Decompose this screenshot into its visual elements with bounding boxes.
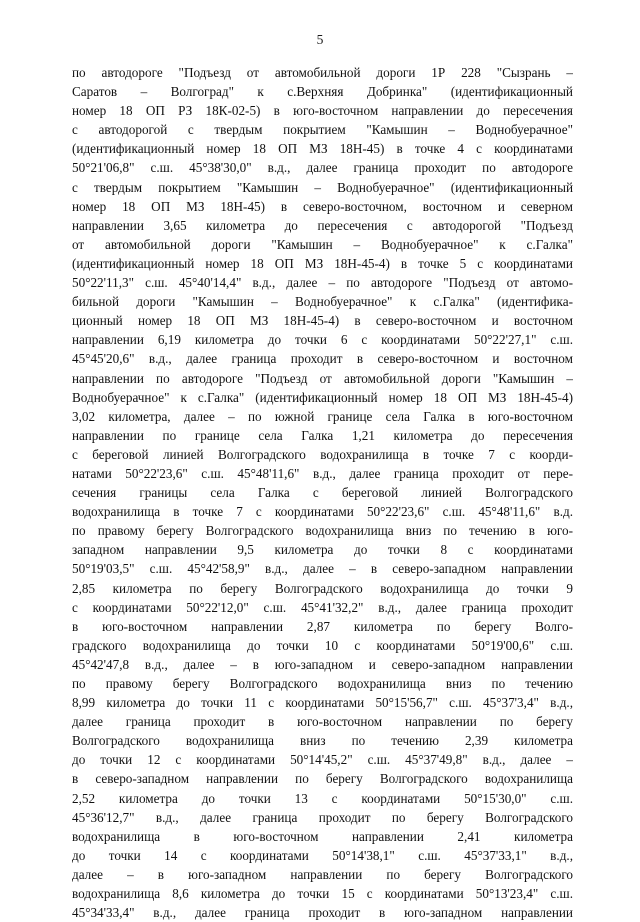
text-line: направлении 6,19 километра до точки 6 с координатами 50°22'27,1" с.ш. <box>72 332 573 348</box>
text-line: направлении по автодороге "Подъезд от автомобильной дороги "Камышин – <box>72 370 573 386</box>
text-line: 2,85 километра по берегу Волгоградского водохранилища до точки 9 <box>72 580 573 596</box>
text-line: направлении по границе села Галка 1,21 километра до пересечения <box>72 427 573 443</box>
text-line: 45°36'12,7" в.д., далее граница проходит по берегу Волгоградского <box>72 809 573 825</box>
text-line: с твердым покрытием "Камышин – Воднобуерачное" (идентификационный <box>72 179 573 195</box>
text-line: от автомобильной дороги "Камышин – Воднобуерачное" к с.Галка" <box>72 236 573 252</box>
text-line: номер 18 ОП РЗ 18К-02-5) в юго-восточном направлении до пересечения <box>72 103 573 119</box>
text-line: в юго-восточном направлении 2,87 километра по берегу Волго- <box>72 618 573 634</box>
text-line: с береговой линией Волгоградского водохранилища в точке 7 с коорди- <box>72 446 573 462</box>
text-line: в северо-западном направлении по берегу Волгоградского водохранилища <box>72 771 573 787</box>
text-line: 3,02 километра, далее – по южной границе села Галка в юго-восточном <box>72 408 573 424</box>
page-number: 5 <box>316 32 324 47</box>
text-line: до точки 12 с координатами 50°14'45,2" с.ш. 45°37'49,8" в.д., далее – <box>72 752 573 768</box>
text-line: направлении 3,65 километра до пересечения с автодорогой "Подъезд <box>72 217 573 233</box>
text-line: 8,99 километра до точки 11 с координатами 50°15'56,7" с.ш. 45°37'3,4" в.д., <box>72 695 573 711</box>
text-line: далее граница проходит в юго-восточном направлении по берегу <box>72 714 573 730</box>
text-line: 45°34'33,4" в.д., далее граница проходит в юго-западном направлении <box>72 905 573 921</box>
text-line: водохранилища 8,6 километра до точки 15 с координатами 50°13'23,4" с.ш. <box>72 886 573 902</box>
text-line: 50°19'03,5" с.ш. 45°42'58,9" в.д., далее – в северо-западном направлении <box>72 561 573 577</box>
text-line: номер 18 ОП МЗ 18Н-45) в северо-восточном, восточном и северном <box>72 198 573 214</box>
text-line: Воднобуерачное" к с.Галка" (идентификационный номер 18 ОП МЗ 18Н-45-4) <box>72 389 573 405</box>
text-line: до точки 14 с координатами 50°14'38,1" с.ш. 45°37'33,1" в.д., <box>72 847 573 863</box>
text-line: ционный номер 18 ОП МЗ 18Н-45-4) в северо-восточном и восточном <box>72 313 573 329</box>
text-line: (идентификационный номер 18 ОП МЗ 18Н-45) в точке 4 с координатами <box>72 141 573 157</box>
text-line: натами 50°22'23,6" с.ш. 45°48'11,6" в.д., далее граница проходит от пере- <box>72 465 573 481</box>
text-line: (идентификационный номер 18 ОП МЗ 18Н-45-4) в точке 5 с координатами <box>72 255 573 271</box>
text-line: 45°42'47,8 в.д., далее – в юго-западном и северо-западном направлении <box>72 656 573 672</box>
text-line: 45°45'20,6" в.д., далее граница проходит в северо-восточном и восточном <box>72 351 573 367</box>
text-line: 50°21'06,8" с.ш. 45°38'30,0" в.д., далее граница проходит по автодороге <box>72 160 573 176</box>
text-line: по автодороге "Подъезд от автомобильной дороги 1Р 228 "Сызрань – <box>72 65 573 80</box>
text-line: бильной дороги "Камышин – Воднобуерачное" к с.Галка" (идентифика- <box>72 294 573 310</box>
text-line: водохранилища в юго-восточном направлении 2,41 километра <box>72 828 573 844</box>
text-line: 2,52 километра до точки 13 с координатами 50°15'30,0" с.ш. <box>72 790 573 806</box>
text-line: Саратов – Волгоград" к с.Верхняя Добринка" (идентификационный <box>72 84 573 100</box>
text-line: сечения границы села Галка с береговой линией Волгоградского <box>72 485 573 501</box>
text-line: по правому берегу Волгоградского водохранилища вниз по течению в юго- <box>72 523 573 539</box>
text-line: с автодорогой с твердым покрытием "Камышин – Воднобуерачное" <box>72 122 573 138</box>
text-line: 50°22'11,3" с.ш. 45°40'14,4" в.д., далее – по автодороге "Подъезд от автомо- <box>72 275 573 291</box>
text-line: водохранилища в точке 7 с координатами 50°22'23,6" с.ш. 45°48'11,6" в.д. <box>72 504 573 520</box>
text-line: по правому берегу Волгоградского водохранилища вниз по течению <box>72 676 573 691</box>
text-line: западном направлении 9,5 километра до точки 8 с координатами <box>72 542 573 558</box>
text-line: далее – в юго-западном направлении по берегу Волгоградского <box>72 866 573 882</box>
text-line: с координатами 50°22'12,0" с.ш. 45°41'32,2" в.д., далее граница проходит <box>72 599 573 615</box>
text-line: Волгоградского водохранилища вниз по течению 2,39 километра <box>72 733 573 749</box>
text-line: градского водохранилища до точки 10 с координатами 50°19'00,6" с.ш. <box>72 637 573 653</box>
body-text <box>72 63 573 922</box>
